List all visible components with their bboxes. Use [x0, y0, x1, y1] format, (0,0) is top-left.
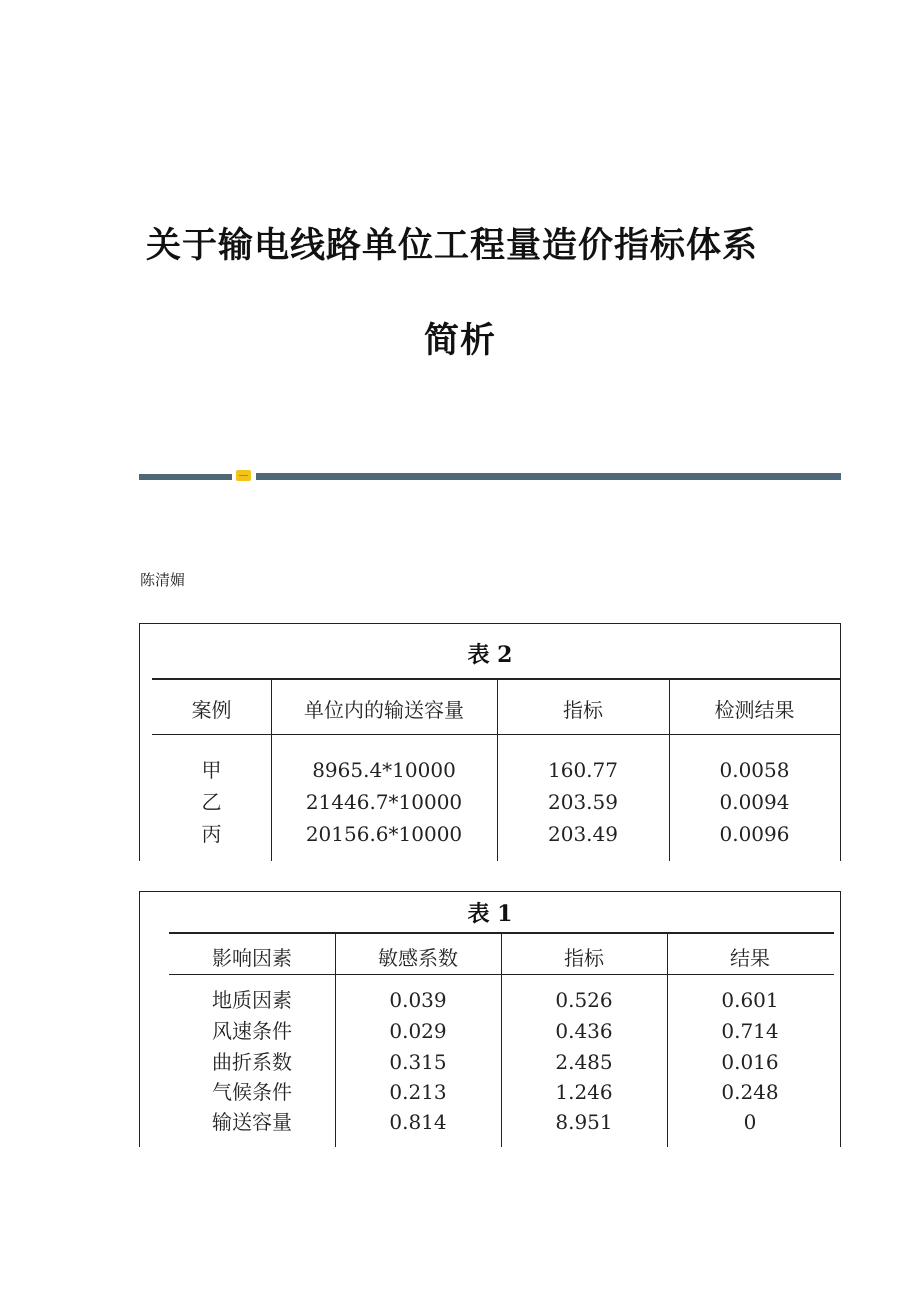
- table-1-cell: 0.814: [389, 1110, 447, 1134]
- table-1-header-sensitivity: 敏感系数: [378, 946, 458, 970]
- table-1-cell: 0.213: [389, 1080, 447, 1104]
- table-2-cell: 甲: [201, 758, 222, 782]
- table-2-cell: 20156.6*10000: [305, 822, 463, 846]
- table-2-cell: 203.49: [548, 822, 618, 846]
- document-badge-icon: [236, 470, 251, 481]
- table-1-header-index: 指标: [564, 946, 604, 970]
- table-1-cell: 0: [743, 1110, 757, 1134]
- table-2-header-capacity: 单位内的输送容量: [304, 698, 464, 722]
- table-1-cell: 0.039: [389, 988, 447, 1012]
- document-title-line2: 简析: [423, 321, 496, 361]
- table-1-cell: 输送容量: [212, 1110, 292, 1134]
- table-2-header-case: 案例: [191, 698, 232, 722]
- table-2-cell: 0.0094: [719, 790, 790, 814]
- table-1-cell: 0.714: [721, 1019, 779, 1043]
- table-1-header-factor: 影响因素: [212, 946, 292, 970]
- table-1-cell: 8.951: [555, 1110, 613, 1134]
- table-2-cell: 160.77: [548, 758, 618, 782]
- table-1-header-result: 结果: [730, 946, 770, 970]
- table-1-cell: 曲折系数: [212, 1050, 292, 1074]
- table-2-header-rule: [152, 734, 840, 735]
- table-2-cell: 21446.7*10000: [305, 790, 463, 814]
- divider-bar-right: [256, 473, 841, 480]
- table-1-cell: 0.029: [389, 1019, 447, 1043]
- table-2-cell: 203.59: [548, 790, 618, 814]
- table-2-cell: 0.0058: [719, 758, 790, 782]
- table-2-cell: 0.0096: [719, 822, 790, 846]
- table-1-cell: 2.485: [555, 1050, 613, 1074]
- table-1-cell: 1.246: [555, 1080, 613, 1104]
- table-1-cell: 0.248: [721, 1080, 779, 1104]
- table-1-cell: 0.315: [389, 1050, 447, 1074]
- table-2: [139, 623, 841, 861]
- table-1-cell: 风速条件: [212, 1019, 292, 1043]
- divider-bar-left: [139, 474, 232, 480]
- table-1: [139, 891, 841, 1147]
- table-2-top-rule: [152, 678, 840, 680]
- table-1-cell: 0.016: [721, 1050, 779, 1074]
- author-name: 陈清媚: [140, 571, 186, 589]
- table-2-title: 表 2: [467, 642, 513, 668]
- table-1-title: 表 1: [467, 901, 513, 927]
- table-1-cell: 地质因素: [212, 988, 292, 1012]
- table-2-cell: 丙: [201, 822, 222, 846]
- table-1-cell: 0.436: [555, 1019, 613, 1043]
- table-2-header-index: 指标: [563, 698, 603, 722]
- table-2-header-result: 检测结果: [714, 698, 795, 722]
- table-1-cell: 0.526: [555, 988, 613, 1012]
- table-1-cell: 气候条件: [212, 1080, 292, 1104]
- document-title-line1: 关于输电线路单位工程量造价指标体系: [146, 226, 759, 266]
- title-divider: [139, 470, 841, 482]
- table-1-cell: 0.601: [721, 988, 779, 1012]
- table-2-cell: 乙: [201, 790, 222, 814]
- table-2-cell: 8965.4*10000: [312, 758, 456, 782]
